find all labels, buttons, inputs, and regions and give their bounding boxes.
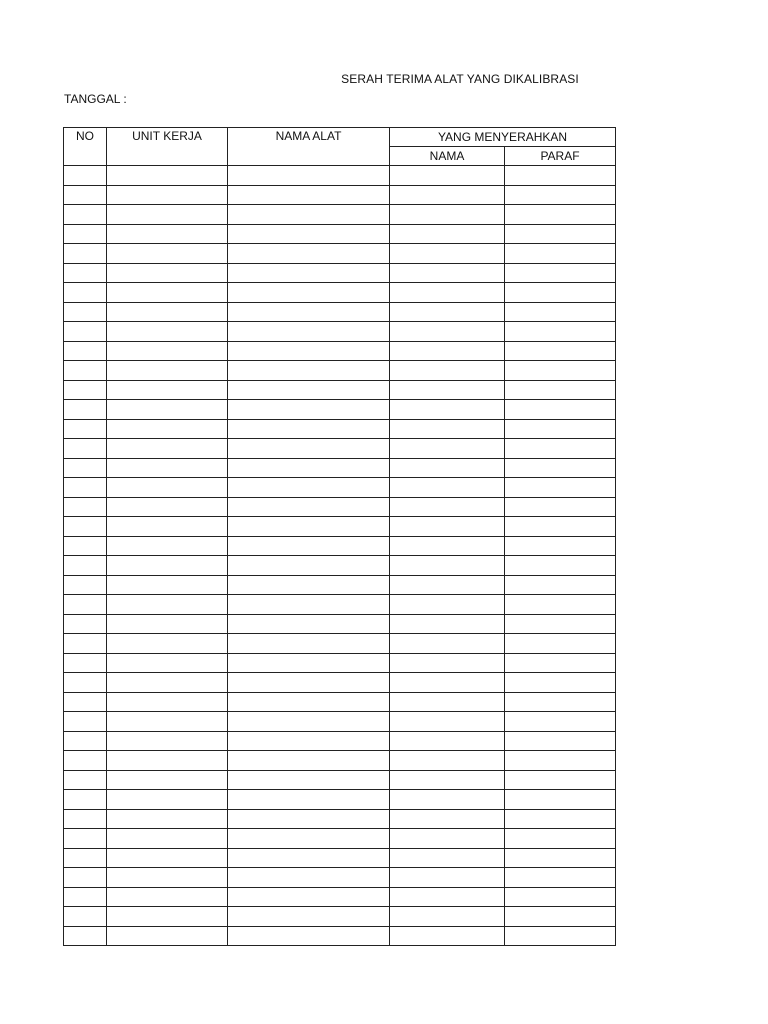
cell-no[interactable] — [64, 829, 107, 849]
table-row — [64, 887, 616, 907]
date-label: TANGGAL : — [64, 92, 127, 106]
cell-nama-alat[interactable] — [228, 205, 390, 225]
cell-unit-kerja[interactable] — [107, 634, 228, 654]
cell-nama[interactable] — [390, 224, 505, 244]
cell-nama[interactable] — [390, 302, 505, 322]
cell-paraf[interactable] — [505, 458, 616, 478]
cell-nama[interactable] — [390, 692, 505, 712]
cell-unit-kerja[interactable] — [107, 439, 228, 459]
cell-nama[interactable] — [390, 887, 505, 907]
cell-paraf[interactable] — [505, 419, 616, 439]
cell-nama-alat[interactable] — [228, 751, 390, 771]
table-row — [64, 575, 616, 595]
cell-paraf[interactable] — [505, 263, 616, 283]
cell-no[interactable] — [64, 790, 107, 810]
cell-nama[interactable] — [390, 458, 505, 478]
cell-paraf[interactable] — [505, 692, 616, 712]
cell-nama[interactable] — [390, 244, 505, 264]
cell-no[interactable] — [64, 751, 107, 771]
cell-unit-kerja[interactable] — [107, 302, 228, 322]
table-row — [64, 634, 616, 654]
cell-no[interactable] — [64, 692, 107, 712]
cell-paraf[interactable] — [505, 341, 616, 361]
cell-paraf[interactable] — [505, 634, 616, 654]
cell-nama-alat[interactable] — [228, 419, 390, 439]
cell-unit-kerja[interactable] — [107, 614, 228, 634]
cell-paraf[interactable] — [505, 751, 616, 771]
cell-nama[interactable] — [390, 926, 505, 946]
cell-paraf[interactable] — [505, 224, 616, 244]
cell-unit-kerja[interactable] — [107, 556, 228, 576]
cell-unit-kerja[interactable] — [107, 361, 228, 381]
cell-paraf[interactable] — [505, 166, 616, 186]
cell-unit-kerja[interactable] — [107, 829, 228, 849]
cell-unit-kerja[interactable] — [107, 263, 228, 283]
cell-nama-alat[interactable] — [228, 166, 390, 186]
table-row — [64, 439, 616, 459]
cell-nama[interactable] — [390, 731, 505, 751]
cell-nama-alat[interactable] — [228, 848, 390, 868]
cell-no[interactable] — [64, 536, 107, 556]
cell-no[interactable] — [64, 848, 107, 868]
cell-unit-kerja[interactable] — [107, 497, 228, 517]
table-row — [64, 926, 616, 946]
cell-nama[interactable] — [390, 868, 505, 888]
table-row — [64, 907, 616, 927]
cell-nama[interactable] — [390, 439, 505, 459]
cell-paraf[interactable] — [505, 673, 616, 693]
cell-no[interactable] — [64, 361, 107, 381]
header-unit-kerja: UNIT KERJA — [107, 128, 228, 166]
cell-paraf[interactable] — [505, 439, 616, 459]
cell-nama-alat[interactable] — [228, 653, 390, 673]
cell-nama-alat[interactable] — [228, 770, 390, 790]
cell-paraf[interactable] — [505, 712, 616, 732]
cell-paraf[interactable] — [505, 653, 616, 673]
cell-nama[interactable] — [390, 575, 505, 595]
cell-unit-kerja[interactable] — [107, 185, 228, 205]
cell-nama[interactable] — [390, 322, 505, 342]
cell-nama-alat[interactable] — [228, 517, 390, 537]
table-row — [64, 283, 616, 303]
cell-paraf[interactable] — [505, 770, 616, 790]
cell-no[interactable] — [64, 712, 107, 732]
table-row — [64, 380, 616, 400]
table-row — [64, 302, 616, 322]
cell-paraf[interactable] — [505, 556, 616, 576]
cell-paraf[interactable] — [505, 517, 616, 537]
cell-no[interactable] — [64, 185, 107, 205]
cell-unit-kerja[interactable] — [107, 926, 228, 946]
cell-no[interactable] — [64, 731, 107, 751]
table-row — [64, 400, 616, 420]
cell-unit-kerja[interactable] — [107, 341, 228, 361]
cell-nama-alat[interactable] — [228, 361, 390, 381]
cell-nama-alat[interactable] — [228, 224, 390, 244]
cell-no[interactable] — [64, 166, 107, 186]
table-row — [64, 614, 616, 634]
cell-unit-kerja[interactable] — [107, 809, 228, 829]
cell-unit-kerja[interactable] — [107, 731, 228, 751]
cell-no[interactable] — [64, 926, 107, 946]
cell-nama[interactable] — [390, 751, 505, 771]
table-row — [64, 224, 616, 244]
cell-no[interactable] — [64, 575, 107, 595]
table-row — [64, 809, 616, 829]
cell-nama-alat[interactable] — [228, 185, 390, 205]
table-body — [64, 166, 616, 946]
header-nama: NAMA — [390, 147, 505, 166]
cell-paraf[interactable] — [505, 302, 616, 322]
cell-nama-alat[interactable] — [228, 439, 390, 459]
table-row — [64, 848, 616, 868]
cell-nama[interactable] — [390, 517, 505, 537]
cell-no[interactable] — [64, 419, 107, 439]
cell-paraf[interactable] — [505, 575, 616, 595]
cell-unit-kerja[interactable] — [107, 283, 228, 303]
cell-nama[interactable] — [390, 419, 505, 439]
cell-nama[interactable] — [390, 790, 505, 810]
cell-unit-kerja[interactable] — [107, 517, 228, 537]
table-row — [64, 673, 616, 693]
cell-no[interactable] — [64, 634, 107, 654]
cell-paraf[interactable] — [505, 283, 616, 303]
cell-unit-kerja[interactable] — [107, 673, 228, 693]
table-row — [64, 790, 616, 810]
cell-nama-alat[interactable] — [228, 790, 390, 810]
cell-paraf[interactable] — [505, 185, 616, 205]
table-row — [64, 478, 616, 498]
cell-nama-alat[interactable] — [228, 400, 390, 420]
header-paraf: PARAF — [505, 147, 616, 166]
cell-unit-kerja[interactable] — [107, 790, 228, 810]
cell-no[interactable] — [64, 224, 107, 244]
cell-nama-alat[interactable] — [228, 887, 390, 907]
cell-paraf[interactable] — [505, 497, 616, 517]
cell-nama[interactable] — [390, 653, 505, 673]
cell-nama[interactable] — [390, 829, 505, 849]
cell-nama-alat[interactable] — [228, 322, 390, 342]
cell-nama[interactable] — [390, 263, 505, 283]
cell-unit-kerja[interactable] — [107, 205, 228, 225]
cell-paraf[interactable] — [505, 926, 616, 946]
table-row — [64, 458, 616, 478]
cell-unit-kerja[interactable] — [107, 595, 228, 615]
cell-paraf[interactable] — [505, 595, 616, 615]
cell-no[interactable] — [64, 614, 107, 634]
cell-no[interactable] — [64, 809, 107, 829]
table-row — [64, 770, 616, 790]
cell-paraf[interactable] — [505, 244, 616, 264]
cell-no[interactable] — [64, 887, 107, 907]
table-row — [64, 653, 616, 673]
cell-no[interactable] — [64, 673, 107, 693]
cell-no[interactable] — [64, 497, 107, 517]
cell-no[interactable] — [64, 341, 107, 361]
cell-no[interactable] — [64, 380, 107, 400]
cell-unit-kerja[interactable] — [107, 751, 228, 771]
cell-nama[interactable] — [390, 361, 505, 381]
table-row — [64, 341, 616, 361]
cell-paraf[interactable] — [505, 848, 616, 868]
cell-unit-kerja[interactable] — [107, 770, 228, 790]
cell-nama[interactable] — [390, 341, 505, 361]
cell-nama-alat[interactable] — [228, 263, 390, 283]
table-row — [64, 361, 616, 381]
cell-nama-alat[interactable] — [228, 673, 390, 693]
cell-unit-kerja[interactable] — [107, 848, 228, 868]
cell-no[interactable] — [64, 517, 107, 537]
cell-nama[interactable] — [390, 166, 505, 186]
cell-nama-alat[interactable] — [228, 458, 390, 478]
table-row — [64, 322, 616, 342]
cell-nama-alat[interactable] — [228, 692, 390, 712]
cell-nama-alat[interactable] — [228, 380, 390, 400]
table-row — [64, 751, 616, 771]
cell-no[interactable] — [64, 907, 107, 927]
cell-no[interactable] — [64, 458, 107, 478]
cell-paraf[interactable] — [505, 361, 616, 381]
cell-nama-alat[interactable] — [228, 907, 390, 927]
cell-no[interactable] — [64, 478, 107, 498]
cell-unit-kerja[interactable] — [107, 458, 228, 478]
cell-no[interactable] — [64, 205, 107, 225]
cell-no[interactable] — [64, 868, 107, 888]
cell-nama[interactable] — [390, 673, 505, 693]
cell-nama-alat[interactable] — [228, 809, 390, 829]
cell-nama[interactable] — [390, 770, 505, 790]
cell-unit-kerja[interactable] — [107, 224, 228, 244]
cell-paraf[interactable] — [505, 400, 616, 420]
header-yang-menyerahkan: YANG MENYERAHKAN — [390, 128, 616, 147]
cell-nama-alat[interactable] — [228, 302, 390, 322]
cell-nama[interactable] — [390, 712, 505, 732]
cell-nama[interactable] — [390, 595, 505, 615]
cell-nama[interactable] — [390, 848, 505, 868]
cell-nama-alat[interactable] — [228, 341, 390, 361]
header-nama-alat: NAMA ALAT — [228, 128, 390, 166]
table-row — [64, 205, 616, 225]
cell-nama[interactable] — [390, 400, 505, 420]
cell-nama-alat[interactable] — [228, 829, 390, 849]
cell-nama-alat[interactable] — [228, 731, 390, 751]
cell-unit-kerja[interactable] — [107, 536, 228, 556]
cell-unit-kerja[interactable] — [107, 887, 228, 907]
cell-nama[interactable] — [390, 497, 505, 517]
cell-no[interactable] — [64, 322, 107, 342]
cell-unit-kerja[interactable] — [107, 478, 228, 498]
document-title: SERAH TERIMA ALAT YANG DIKALIBRASI — [341, 72, 579, 86]
cell-nama-alat[interactable] — [228, 868, 390, 888]
table-row — [64, 868, 616, 888]
table-row — [64, 712, 616, 732]
cell-nama[interactable] — [390, 205, 505, 225]
cell-nama-alat[interactable] — [228, 497, 390, 517]
cell-unit-kerja[interactable] — [107, 653, 228, 673]
cell-nama-alat[interactable] — [228, 244, 390, 264]
table-row — [64, 419, 616, 439]
table-row — [64, 166, 616, 186]
cell-paraf[interactable] — [505, 478, 616, 498]
cell-unit-kerja[interactable] — [107, 712, 228, 732]
cell-unit-kerja[interactable] — [107, 166, 228, 186]
cell-nama[interactable] — [390, 556, 505, 576]
cell-nama-alat[interactable] — [228, 536, 390, 556]
cell-nama[interactable] — [390, 283, 505, 303]
cell-no[interactable] — [64, 283, 107, 303]
cell-no[interactable] — [64, 302, 107, 322]
cell-nama-alat[interactable] — [228, 614, 390, 634]
table-row — [64, 692, 616, 712]
table-row — [64, 185, 616, 205]
cell-nama[interactable] — [390, 536, 505, 556]
cell-nama[interactable] — [390, 185, 505, 205]
cell-paraf[interactable] — [505, 205, 616, 225]
cell-no[interactable] — [64, 263, 107, 283]
cell-nama[interactable] — [390, 809, 505, 829]
cell-unit-kerja[interactable] — [107, 380, 228, 400]
table-row — [64, 595, 616, 615]
table-row — [64, 731, 616, 751]
table-row — [64, 556, 616, 576]
cell-paraf[interactable] — [505, 907, 616, 927]
table-row — [64, 829, 616, 849]
table-row — [64, 517, 616, 537]
cell-no[interactable] — [64, 439, 107, 459]
table-row — [64, 244, 616, 264]
cell-nama-alat[interactable] — [228, 478, 390, 498]
cell-no[interactable] — [64, 400, 107, 420]
cell-paraf[interactable] — [505, 868, 616, 888]
cell-paraf[interactable] — [505, 809, 616, 829]
table-row — [64, 497, 616, 517]
cell-unit-kerja[interactable] — [107, 400, 228, 420]
cell-nama-alat[interactable] — [228, 283, 390, 303]
cell-no[interactable] — [64, 556, 107, 576]
cell-unit-kerja[interactable] — [107, 322, 228, 342]
cell-nama-alat[interactable] — [228, 712, 390, 732]
cell-nama[interactable] — [390, 478, 505, 498]
cell-unit-kerja[interactable] — [107, 868, 228, 888]
cell-no[interactable] — [64, 595, 107, 615]
cell-no[interactable] — [64, 770, 107, 790]
cell-nama[interactable] — [390, 907, 505, 927]
cell-paraf[interactable] — [505, 829, 616, 849]
cell-nama[interactable] — [390, 614, 505, 634]
cell-unit-kerja[interactable] — [107, 907, 228, 927]
cell-paraf[interactable] — [505, 614, 616, 634]
cell-unit-kerja[interactable] — [107, 575, 228, 595]
cell-nama-alat[interactable] — [228, 595, 390, 615]
cell-paraf[interactable] — [505, 790, 616, 810]
cell-nama[interactable] — [390, 634, 505, 654]
cell-nama-alat[interactable] — [228, 556, 390, 576]
handover-table — [63, 127, 616, 946]
cell-paraf[interactable] — [505, 380, 616, 400]
cell-nama-alat[interactable] — [228, 634, 390, 654]
cell-no[interactable] — [64, 244, 107, 264]
cell-paraf[interactable] — [505, 731, 616, 751]
cell-paraf[interactable] — [505, 887, 616, 907]
cell-nama-alat[interactable] — [228, 926, 390, 946]
cell-paraf[interactable] — [505, 322, 616, 342]
cell-nama[interactable] — [390, 380, 505, 400]
cell-paraf[interactable] — [505, 536, 616, 556]
cell-unit-kerja[interactable] — [107, 692, 228, 712]
cell-no[interactable] — [64, 653, 107, 673]
table-row — [64, 536, 616, 556]
cell-nama-alat[interactable] — [228, 575, 390, 595]
cell-unit-kerja[interactable] — [107, 419, 228, 439]
header-no: NO — [64, 128, 107, 166]
table-row — [64, 263, 616, 283]
header-row — [64, 128, 616, 147]
cell-unit-kerja[interactable] — [107, 244, 228, 264]
